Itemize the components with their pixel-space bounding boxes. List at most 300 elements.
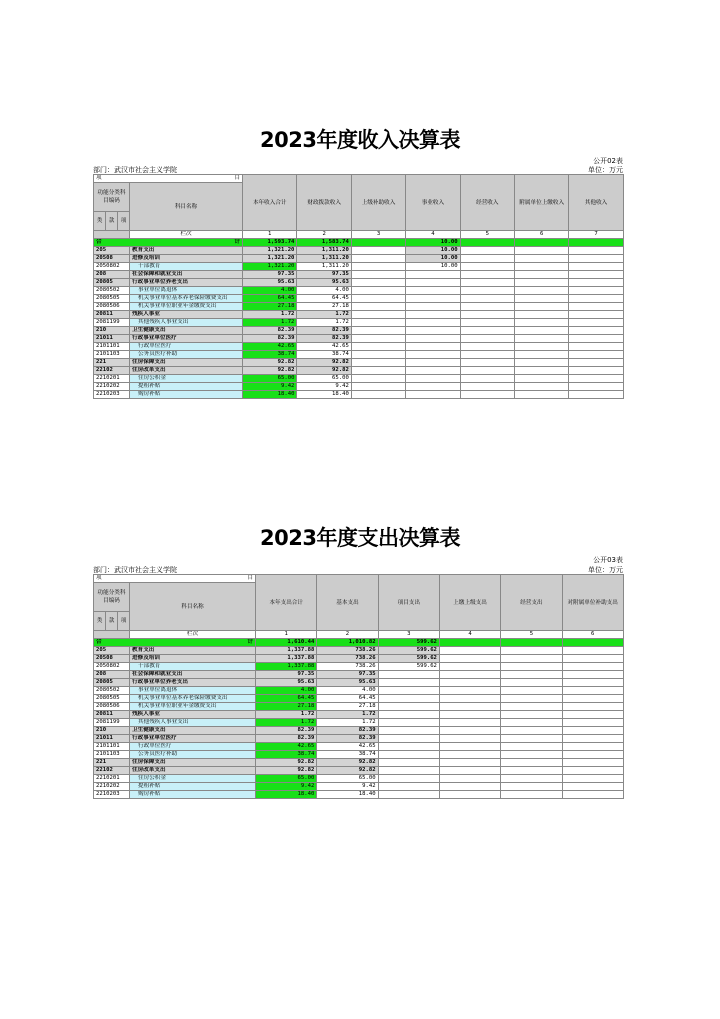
subject-code: 2101101 — [94, 343, 130, 351]
table-row — [94, 255, 624, 263]
value-cell — [406, 271, 460, 279]
value-cell — [515, 391, 569, 399]
column-header: 对附属单位补助支出 — [562, 575, 623, 631]
subject-code: 20805 — [94, 279, 130, 287]
value-cell — [406, 279, 460, 287]
table-row — [94, 271, 624, 279]
value-cell — [501, 695, 562, 703]
value-cell — [501, 639, 562, 647]
value-cell — [569, 303, 623, 311]
table-row — [94, 679, 624, 687]
value-cell — [351, 279, 405, 287]
value-cell — [569, 319, 623, 327]
value-cell — [439, 687, 500, 695]
value-cell: 38.74 — [297, 351, 351, 359]
value-cell — [351, 311, 405, 319]
table-row — [94, 391, 624, 399]
value-cell — [569, 367, 623, 375]
line-blank — [94, 231, 130, 239]
line-number: 1 — [256, 631, 317, 639]
value-cell — [378, 735, 439, 743]
value-cell: 9.42 — [317, 783, 378, 791]
value-cell — [439, 783, 500, 791]
value-cell — [569, 287, 623, 295]
value-cell — [460, 279, 514, 287]
value-cell: 82.39 — [297, 335, 351, 343]
income-title: 2023年度收入决算表 — [260, 128, 460, 152]
value-cell — [501, 711, 562, 719]
subject-name: 行政事业单位养老支出 — [130, 279, 243, 287]
code-sub-header: 类 — [94, 612, 106, 631]
value-cell — [460, 375, 514, 383]
subject-name: 购房补贴 — [130, 391, 243, 399]
value-cell: 1.72 — [243, 319, 297, 327]
subject-name: 购房补贴 — [130, 791, 256, 799]
value-cell — [569, 351, 623, 359]
value-cell: 1.72 — [297, 319, 351, 327]
value-cell: 1,583.74 — [297, 239, 351, 247]
value-cell — [378, 703, 439, 711]
value-cell — [439, 775, 500, 783]
subject-code: 2101103 — [94, 751, 130, 759]
subject-code: 22102 — [94, 767, 130, 775]
table-row — [94, 711, 624, 719]
value-cell: 92.82 — [243, 359, 297, 367]
table-row — [94, 303, 624, 311]
subject-name: 行政单位医疗 — [130, 343, 243, 351]
value-cell — [460, 263, 514, 271]
value-cell: 1,610.44 — [256, 639, 317, 647]
value-cell — [501, 767, 562, 775]
value-cell — [562, 783, 623, 791]
value-cell — [515, 311, 569, 319]
value-cell — [378, 775, 439, 783]
value-cell: 1.72 — [256, 719, 317, 727]
value-cell: 42.65 — [317, 743, 378, 751]
line-number: 4 — [406, 231, 460, 239]
value-cell — [460, 383, 514, 391]
value-cell: 82.39 — [243, 327, 297, 335]
value-cell — [439, 703, 500, 711]
line-number-row — [94, 631, 624, 639]
table-row — [94, 279, 624, 287]
subject-name: 机关事业单位基本养老保险缴费支出 — [130, 295, 243, 303]
value-cell — [569, 239, 623, 247]
subject-code: 2210203 — [94, 791, 130, 799]
table-row — [94, 359, 624, 367]
value-cell — [460, 287, 514, 295]
column-header: 其他收入 — [569, 175, 623, 231]
value-cell — [351, 375, 405, 383]
table-row — [94, 311, 624, 319]
column-header: 上级补助收入 — [351, 175, 405, 231]
value-cell: 38.74 — [317, 751, 378, 759]
subject-name: 提租补贴 — [130, 383, 243, 391]
value-cell — [439, 711, 500, 719]
value-cell — [460, 391, 514, 399]
value-cell — [569, 391, 623, 399]
value-cell: 1,337.88 — [256, 647, 317, 655]
subject-code: 20811 — [94, 711, 130, 719]
subject-code: 2050802 — [94, 263, 130, 271]
subject-code: 2081199 — [94, 719, 130, 727]
subject-code: 2080506 — [94, 303, 130, 311]
value-cell — [439, 735, 500, 743]
value-cell: 82.39 — [317, 735, 378, 743]
value-cell — [562, 639, 623, 647]
value-cell: 1,010.82 — [317, 639, 378, 647]
value-cell — [562, 687, 623, 695]
value-cell: 1.72 — [243, 311, 297, 319]
subject-name: 事业单位离退休 — [130, 287, 243, 295]
value-cell — [351, 391, 405, 399]
value-cell: 18.40 — [297, 391, 351, 399]
value-cell: 599.62 — [378, 655, 439, 663]
column-header: 附属单位上缴收入 — [515, 175, 569, 231]
line-number: 5 — [501, 631, 562, 639]
subject-name: 机关事业单位职业年金缴费支出 — [130, 703, 256, 711]
column-header: 项目支出 — [378, 575, 439, 631]
table-row — [94, 287, 624, 295]
value-cell — [562, 751, 623, 759]
subject-code: 2080502 — [94, 287, 130, 295]
value-cell — [562, 743, 623, 751]
value-cell — [406, 351, 460, 359]
subject-code: 20811 — [94, 311, 130, 319]
value-cell — [501, 759, 562, 767]
value-cell — [439, 759, 500, 767]
value-cell — [515, 335, 569, 343]
value-cell — [562, 791, 623, 799]
column-header: 事业收入 — [406, 175, 460, 231]
value-cell — [562, 727, 623, 735]
value-cell — [515, 343, 569, 351]
subject-name: 残疾人事业 — [130, 311, 243, 319]
table-row — [94, 239, 624, 247]
value-cell — [501, 703, 562, 711]
line-number: 2 — [317, 631, 378, 639]
value-cell — [501, 655, 562, 663]
value-cell: 1.72 — [317, 711, 378, 719]
total-label: 合 计 — [94, 639, 256, 647]
header-row — [94, 575, 624, 583]
subject-code: 221 — [94, 759, 130, 767]
subject-name: 其他残疾人事业支出 — [130, 719, 256, 727]
line-number: 2 — [297, 231, 351, 239]
subject-code: 205 — [94, 247, 130, 255]
subject-name: 公务员医疗补助 — [130, 351, 243, 359]
subject-name: 住房公积金 — [130, 375, 243, 383]
value-cell: 42.65 — [256, 743, 317, 751]
value-cell: 82.39 — [256, 727, 317, 735]
value-cell: 92.82 — [317, 759, 378, 767]
value-cell — [406, 319, 460, 327]
value-cell — [562, 663, 623, 671]
subject-code: 2101101 — [94, 743, 130, 751]
value-cell — [569, 279, 623, 287]
subject-name: 干部教育 — [130, 263, 243, 271]
value-cell — [501, 735, 562, 743]
value-cell — [501, 687, 562, 695]
table-row — [94, 295, 624, 303]
value-cell: 42.65 — [243, 343, 297, 351]
income-table — [93, 174, 624, 399]
expense-title: 2023年度支出决算表 — [260, 526, 460, 550]
value-cell — [515, 255, 569, 263]
code-sub-header: 款 — [106, 612, 118, 631]
value-cell — [378, 751, 439, 759]
subject-code: 2080506 — [94, 703, 130, 711]
value-cell: 4.00 — [317, 687, 378, 695]
total-label-right: 计 — [247, 639, 254, 645]
value-cell — [515, 279, 569, 287]
value-cell — [569, 383, 623, 391]
value-cell: 1,321.20 — [243, 247, 297, 255]
value-cell — [515, 239, 569, 247]
value-cell — [460, 319, 514, 327]
value-cell — [351, 271, 405, 279]
value-cell: 38.74 — [256, 751, 317, 759]
subject-name: 教育支出 — [130, 247, 243, 255]
value-cell — [569, 327, 623, 335]
value-cell: 92.82 — [297, 359, 351, 367]
value-cell: 38.74 — [243, 351, 297, 359]
value-cell — [351, 239, 405, 247]
line-number: 5 — [460, 231, 514, 239]
subject-code: 2210201 — [94, 375, 130, 383]
value-cell — [460, 359, 514, 367]
subject-name: 住房保障支出 — [130, 759, 256, 767]
subject-code: 2210202 — [94, 383, 130, 391]
subject-name: 公务员医疗补助 — [130, 751, 256, 759]
value-cell — [515, 367, 569, 375]
value-cell — [562, 695, 623, 703]
value-cell — [439, 743, 500, 751]
subject-code: 2050802 — [94, 663, 130, 671]
value-cell — [406, 375, 460, 383]
value-cell: 1,311.20 — [297, 255, 351, 263]
value-cell — [378, 711, 439, 719]
value-cell: 1.72 — [256, 711, 317, 719]
value-cell: 95.63 — [317, 679, 378, 687]
value-cell — [515, 287, 569, 295]
value-cell — [501, 783, 562, 791]
value-cell: 1,337.88 — [256, 655, 317, 663]
subject-name: 住房改革支出 — [130, 367, 243, 375]
value-cell — [439, 679, 500, 687]
table-row — [94, 703, 624, 711]
subject-name: 残疾人事业 — [130, 711, 256, 719]
value-cell: 82.39 — [317, 727, 378, 735]
subject-code: 2101103 — [94, 351, 130, 359]
value-cell — [351, 287, 405, 295]
value-cell: 82.39 — [297, 327, 351, 335]
value-cell: 92.82 — [256, 759, 317, 767]
table-row — [94, 263, 624, 271]
value-cell — [378, 679, 439, 687]
table-row — [94, 695, 624, 703]
value-cell — [501, 791, 562, 799]
column-header: 基本支出 — [317, 575, 378, 631]
value-cell: 95.63 — [256, 679, 317, 687]
value-cell — [439, 727, 500, 735]
column-header: 经营支出 — [501, 575, 562, 631]
subject-name: 社会保障和就业支出 — [130, 271, 243, 279]
value-cell: 738.26 — [317, 655, 378, 663]
value-cell: 65.00 — [256, 775, 317, 783]
subject-code: 21011 — [94, 735, 130, 743]
value-cell: 10.00 — [406, 263, 460, 271]
value-cell — [569, 335, 623, 343]
value-cell: 9.42 — [297, 383, 351, 391]
value-cell: 97.35 — [317, 671, 378, 679]
subject-code: 2210203 — [94, 391, 130, 399]
value-cell — [460, 327, 514, 335]
subject-name: 卫生健康支出 — [130, 727, 256, 735]
value-cell — [501, 671, 562, 679]
value-cell — [378, 791, 439, 799]
value-cell: 95.63 — [243, 279, 297, 287]
value-cell: 64.45 — [317, 695, 378, 703]
value-cell: 97.35 — [243, 271, 297, 279]
value-cell — [439, 791, 500, 799]
value-cell: 9.42 — [243, 383, 297, 391]
value-cell — [501, 647, 562, 655]
column-header: 上缴上级支出 — [439, 575, 500, 631]
value-cell: 64.45 — [243, 295, 297, 303]
value-cell — [406, 311, 460, 319]
subject-name: 卫生健康支出 — [130, 327, 243, 335]
subject-name: 进修及培训 — [130, 655, 256, 663]
expense-table — [93, 574, 624, 799]
total-label: 合 计 — [94, 239, 243, 247]
subject-code: 21011 — [94, 335, 130, 343]
subject-code: 221 — [94, 359, 130, 367]
line-number: 3 — [378, 631, 439, 639]
value-cell — [378, 695, 439, 703]
value-cell — [406, 327, 460, 335]
subject-name: 行政事业单位养老支出 — [130, 679, 256, 687]
code-header: 功能分类科目编码 — [94, 583, 130, 612]
table-row — [94, 319, 624, 327]
subject-code: 210 — [94, 727, 130, 735]
value-cell — [460, 239, 514, 247]
subject-name: 事业单位离退休 — [130, 687, 256, 695]
value-cell — [515, 263, 569, 271]
value-cell — [351, 351, 405, 359]
value-cell — [569, 375, 623, 383]
value-cell — [439, 639, 500, 647]
value-cell: 1,337.88 — [256, 663, 317, 671]
table-row — [94, 335, 624, 343]
value-cell — [439, 663, 500, 671]
value-cell — [501, 751, 562, 759]
column-header: 本年支出合计 — [256, 575, 317, 631]
value-cell — [515, 247, 569, 255]
table-row — [94, 647, 624, 655]
table-row — [94, 663, 624, 671]
table-row — [94, 351, 624, 359]
subject-code: 2210201 — [94, 775, 130, 783]
value-cell: 18.40 — [317, 791, 378, 799]
value-cell — [439, 767, 500, 775]
line-number: 6 — [562, 631, 623, 639]
value-cell — [562, 759, 623, 767]
value-cell — [406, 383, 460, 391]
code-sub-header: 款 — [106, 212, 118, 231]
value-cell — [569, 311, 623, 319]
value-cell: 82.39 — [256, 735, 317, 743]
value-cell — [406, 287, 460, 295]
header-item-label: 项 目 — [94, 175, 243, 183]
value-cell — [460, 271, 514, 279]
value-cell: 10.00 — [406, 255, 460, 263]
value-cell — [460, 295, 514, 303]
table-row — [94, 767, 624, 775]
subject-code: 22102 — [94, 367, 130, 375]
value-cell — [439, 655, 500, 663]
table-row — [94, 775, 624, 783]
value-cell — [562, 711, 623, 719]
value-cell: 9.42 — [256, 783, 317, 791]
line-number: 7 — [569, 231, 623, 239]
value-cell — [515, 295, 569, 303]
value-cell — [351, 327, 405, 335]
value-cell: 18.40 — [256, 791, 317, 799]
value-cell — [569, 343, 623, 351]
subject-name: 提租补贴 — [130, 783, 256, 791]
value-cell — [439, 647, 500, 655]
value-cell — [378, 767, 439, 775]
value-cell — [406, 391, 460, 399]
value-cell — [351, 335, 405, 343]
table-row — [94, 367, 624, 375]
table-row — [94, 743, 624, 751]
value-cell — [515, 359, 569, 367]
value-cell: 82.39 — [243, 335, 297, 343]
value-cell — [378, 727, 439, 735]
subject-code: 2210202 — [94, 783, 130, 791]
value-cell — [515, 375, 569, 383]
value-cell — [501, 775, 562, 783]
value-cell: 92.82 — [256, 767, 317, 775]
value-cell: 65.00 — [243, 375, 297, 383]
value-cell — [562, 735, 623, 743]
value-cell: 1,321.20 — [243, 255, 297, 263]
value-cell: 1.72 — [297, 311, 351, 319]
subject-name: 其他残疾人事业支出 — [130, 319, 243, 327]
value-cell: 599.62 — [378, 663, 439, 671]
value-cell: 65.00 — [317, 775, 378, 783]
table-row — [94, 655, 624, 663]
value-cell — [515, 319, 569, 327]
value-cell — [460, 351, 514, 359]
value-cell: 1.72 — [317, 719, 378, 727]
subject-code: 2080502 — [94, 687, 130, 695]
value-cell: 1,311.20 — [297, 263, 351, 271]
table-row — [94, 639, 624, 647]
value-cell — [460, 247, 514, 255]
table-row — [94, 247, 624, 255]
value-cell: 1,321.20 — [243, 263, 297, 271]
header-item-right-label: 目 — [247, 575, 254, 581]
value-cell: 92.82 — [243, 367, 297, 375]
subject-code: 210 — [94, 327, 130, 335]
code-sub-header: 项 — [118, 212, 130, 231]
subject-name: 干部教育 — [130, 663, 256, 671]
line-label: 栏次 — [130, 231, 243, 239]
subject-name: 机关事业单位职业年金缴费支出 — [130, 303, 243, 311]
